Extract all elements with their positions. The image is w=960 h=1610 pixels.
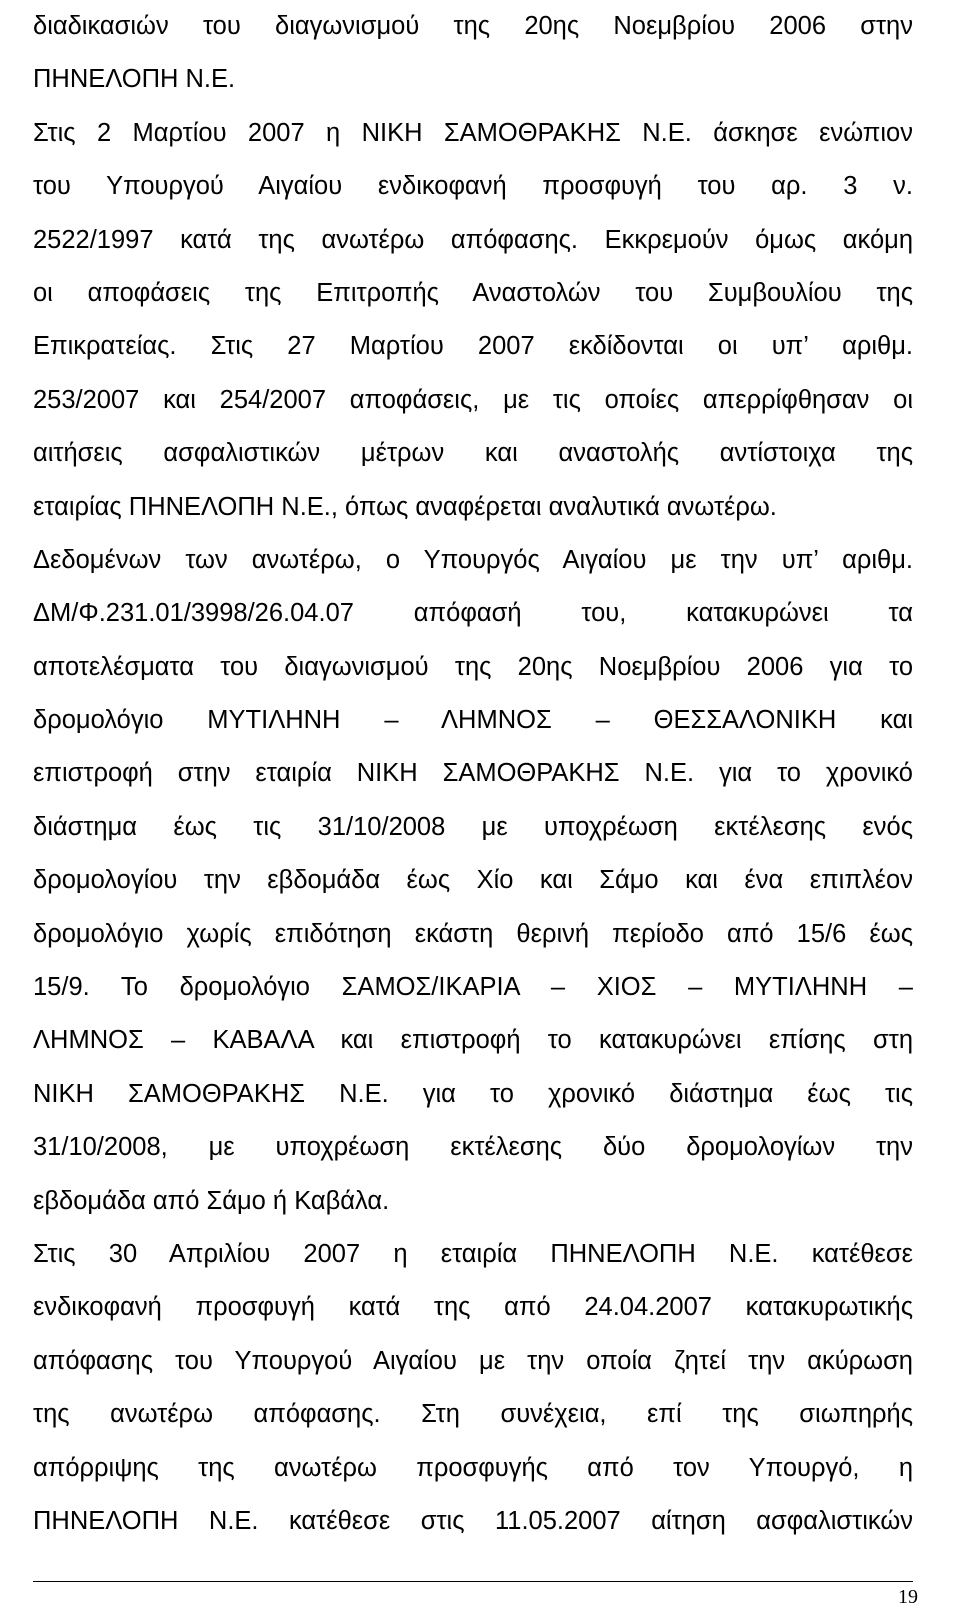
text-line: 15/9. Το δρομολόγιο ΣΑΜΟΣ/ΙΚΑΡΙΑ – ΧΙΟΣ – ΜΥΤΙΛΗΝΗ –: [33, 973, 913, 1002]
text-line: 31/10/2008, με υποχρέωση εκτέλεσης δύο δρομολογίων την: [33, 1133, 913, 1162]
text-line: διάστημα έως τις 31/10/2008 με υποχρέωση εκτέλεσης ενός: [33, 812, 913, 841]
text-line: 253/2007 και 254/2007 αποφάσεις, με τις οποίες απερρίφθησαν οι: [33, 385, 913, 414]
text-line: εταιρίας ΠΗΝΕΛΟΠΗ Ν.Ε., όπως αναφέρεται αναλυτικά ανωτέρω.: [33, 492, 777, 521]
text-line: 2522/1997 κατά της ανωτέρω απόφασης. Εκκρεμούν όμως ακόμη: [33, 225, 913, 254]
text-line: της ανωτέρω απόφασης. Στη συνέχεια, επί της σιωπηρής: [33, 1400, 913, 1429]
text-line: αιτήσεις ασφαλιστικών μέτρων και αναστολής αντίστοιχα της: [33, 439, 913, 468]
text-line: απόρριψης της ανωτέρω προσφυγής από τον Υπουργό, η: [33, 1453, 913, 1482]
text-line: δρομολόγιο χωρίς επιδότηση εκάστη θερινή περίοδο από 15/6 έως: [33, 919, 913, 948]
body-text: [33, 0, 913, 1548]
text-line: ΝΙΚΗ ΣΑΜΟΘΡΑΚΗΣ Ν.Ε. για το χρονικό διάστημα έως τις: [33, 1079, 913, 1108]
text-line: Επικρατείας. Στις 27 Μαρτίου 2007 εκδίδονται οι υπ’ αριθμ.: [33, 332, 913, 361]
text-line: επιστροφή στην εταιρία ΝΙΚΗ ΣΑΜΟΘΡΑΚΗΣ Ν.Ε. για το χρονικό: [33, 759, 913, 788]
text-line: απόφασης του Υπουργού Αιγαίου με την οποία ζητεί την ακύρωση: [33, 1346, 913, 1375]
text-line: διαδικασιών του διαγωνισμού της 20ης Νοεμβρίου 2006 στην: [33, 12, 913, 40]
text-line: δρομολόγιο ΜΥΤΙΛΗΝΗ – ΛΗΜΝΟΣ – ΘΕΣΣΑΛΟΝΙΚΗ και: [33, 706, 913, 735]
text-line: ΛΗΜΝΟΣ – ΚΑΒΑΛΑ και επιστροφή το κατακυρώνει επίσης στη: [33, 1026, 913, 1055]
text-line: ΠΗΝΕΛΟΠΗ Ν.Ε.: [33, 65, 236, 94]
text-line: ενδικοφανή προσφυγή κατά της από 24.04.2007 κατακυρωτικής: [33, 1293, 913, 1322]
footer-rule: [33, 1581, 913, 1582]
text-line: δρομολογίου την εβδομάδα έως Χίο και Σάμο και ένα επιπλέον: [33, 866, 913, 895]
page-number: 19: [898, 1586, 918, 1608]
text-line: οι αποφάσεις της Επιτροπής Αναστολών του Συμβουλίου της: [33, 278, 913, 307]
text-line: ΠΗΝΕΛΟΠΗ Ν.Ε. κατέθεσε στις 11.05.2007 αίτηση ασφαλιστικών: [33, 1506, 913, 1535]
text-line: Δεδομένων των ανωτέρω, ο Υπουργός Αιγαίου με την υπ’ αριθμ.: [33, 545, 913, 574]
text-line: αποτελέσματα του διαγωνισμού της 20ης Νοεμβρίου 2006 για το: [33, 652, 913, 681]
text-line: του Υπουργού Αιγαίου ενδικοφανή προσφυγή του αρ. 3 ν.: [33, 172, 913, 201]
text-line: Στις 30 Απριλίου 2007 η εταιρία ΠΗΝΕΛΟΠΗ Ν.Ε. κατέθεσε: [33, 1239, 913, 1268]
text-line: εβδομάδα από Σάμο ή Καβάλα.: [33, 1186, 390, 1215]
text-line: ΔΜ/Φ.231.01/3998/26.04.07 απόφασή του, κατακυρώνει τα: [33, 599, 913, 628]
text-line: Στις 2 Μαρτίου 2007 η ΝΙΚΗ ΣΑΜΟΘΡΑΚΗΣ Ν.Ε. άσκησε ενώπιον: [33, 118, 913, 147]
